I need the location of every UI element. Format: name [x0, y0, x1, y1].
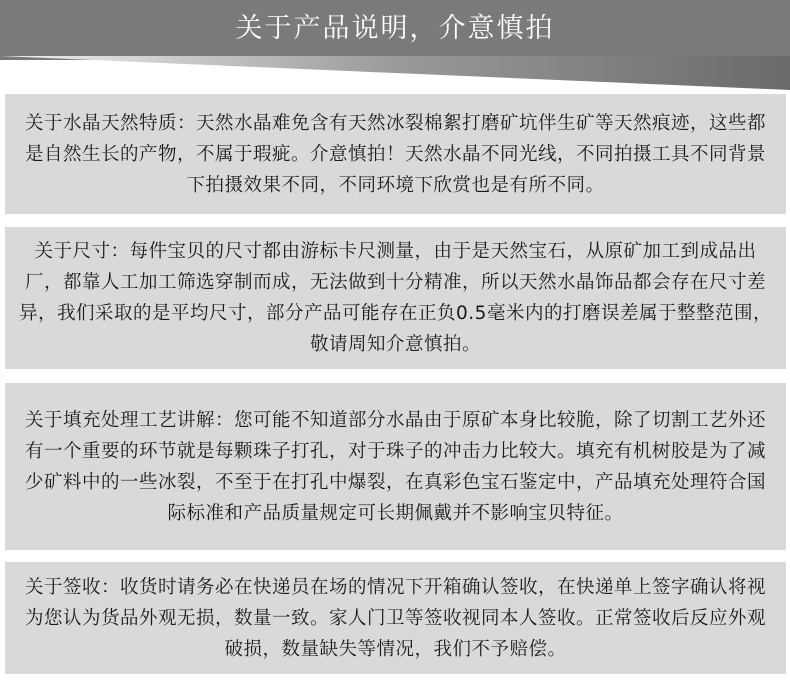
banner-wedge-decoration	[0, 56, 790, 90]
filling-process-section	[5, 383, 786, 550]
page-title: 关于产品说明，介意慎拍	[235, 13, 555, 44]
filling-process-text: 关于填充处理工艺讲解：您可能不知道部分水晶由于原矿本身比较脆，除了切割工艺外还有一个重要的环节就是每颗珠子打孔，对于珠子的冲击力比较大。填充有机树胶是为了减少矿料中的一些冰裂，不至于在打孔中爆裂，在真彩色宝石鉴定中，产品填充处理符合国际标准和产品质量规定可长期佩戴并不影响宝贝特征。	[24, 409, 766, 524]
header-banner	[0, 0, 790, 60]
size-section	[5, 227, 786, 369]
crystal-nature-section	[5, 94, 786, 214]
delivery-signing-section	[5, 562, 786, 674]
delivery-signing-text: 关于签收：收货时请务必在快递员在场的情况下开箱确认签收，在快递单上签字确认将视为您认为货品外观无损，数量一致。家人门卫等签收视同本人签收。正常签收后反应外观破损，数量缺失等情况，我们不予赔偿。	[24, 576, 766, 660]
crystal-nature-text: 关于水晶天然特质：天然水晶难免含有天然冰裂棉絮打磨矿坑伴生矿等天然痕迹，这些都是自然生长的产物，不属于瑕疵。介意慎拍！天然水晶不同光线，不同拍摄工具不同背景下拍摄效果不同，不同环境下欣赏也是有所不同。	[24, 112, 766, 196]
size-text: 关于尺寸：每件宝贝的尺寸都由游标卡尺测量，由于是天然宝石，从原矿加工到成品出厂，都靠人工加工筛选穿制而成，无法做到十分精准，所以天然水晶饰品都会存在尺寸差异，我们采取的是平均尺寸，部分产品可能存在正负0.5毫米内的打磨误差属于整整范围，敬请周知介意慎拍。	[19, 241, 772, 355]
